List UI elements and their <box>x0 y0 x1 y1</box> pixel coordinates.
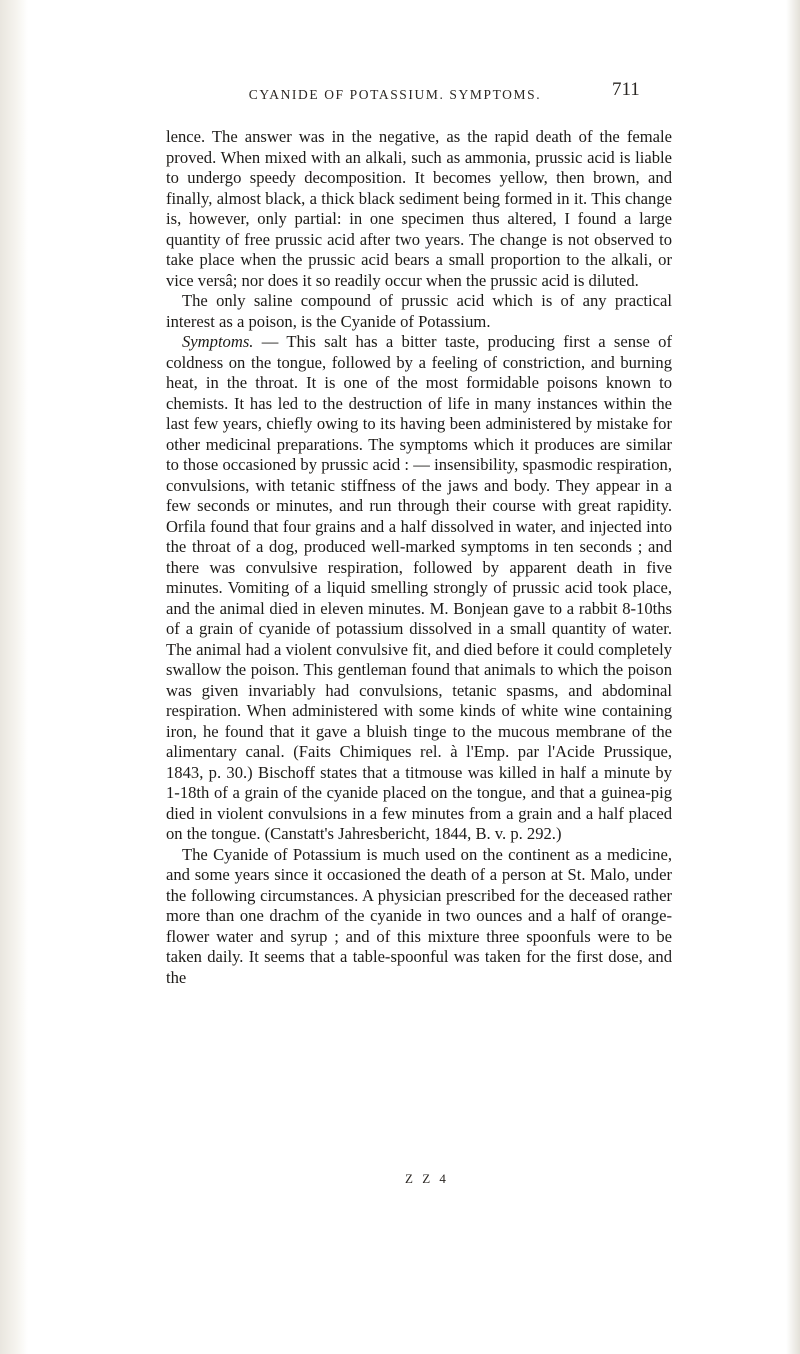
paragraph-medicinal-use: The Cyanide of Potassium is much used on the continent as a medicine, and some years since it occasioned the death of a person at St. Malo, under the following circumstances. A physician prescribed for the deceased rather more than one drachm of the cyanide in two ounces and a half of orange-flower water and syrup ; and of this mixture three spoonfuls were to be taken daily. It seems that a table-spoonful was taken for the first dose, and the <box>166 844 672 987</box>
page-number: 711 <box>612 79 640 100</box>
body-text <box>166 127 672 988</box>
symptoms-heading: Symptoms. <box>182 332 254 351</box>
paragraph-saline-compound: The only saline compound of prussic acid which is of any practical interest as a poison, is the Cyanide of Potassium. <box>166 291 672 331</box>
paragraph-continuation: lence. The answer was in the negative, as the rapid death of the female proved. When mixed with an alkali, such as ammonia, prussic acid is liable to undergo speedy decomposition. It becomes yellow, then brown, and finally, almost black, a thick black sediment being formed in it. This change is, however, only partial: in one specimen thus altered, I found a large quantity of free prussic acid after two years. The change is not observed to take place when the prussic acid bears a small proportion to the alkali, or vice versâ; nor does it so readily occur when the prussic acid is diluted. <box>166 127 672 290</box>
signature-mark: Z Z 4 <box>405 1171 449 1186</box>
paragraph-symptoms <box>166 332 672 845</box>
running-head: CYANIDE OF POTASSIUM. SYMPTOMS. <box>248 87 542 102</box>
symptoms-text: — This salt has a bitter taste, producing first a sense of coldness on the tongue, followed by a feeling of constriction, and burning heat, in the throat. It is one of the most formidable poisons known to chemists. It has led to the destruction of life in many instances within the last few years, chiefly owing to its having been administered by mistake for other medicinal preparations. The symptoms which it produces are similar to those occasioned by prussic acid : — insensibility, spasmodic respiration, convulsions, with tetanic stiffness of the jaws and body. They appear in a few seconds or minutes, and run through their course with great rapidity. Orfila found that four grains and a half dissolved in water, and injected into the throat of a dog, produced well-marked symptoms in ten seconds ; and there was convulsive respiration, followed by apparent death in five minutes. Vomiting of a liquid smelling strongly of prussic acid took place, and the animal died in eleven minutes. M. Bonjean gave to a rabbit 8-10ths of a grain of cyanide of potassium dissolved in a small quantity of water. The animal had a violent convulsive fit, and died before it could completely swallow the poison. This gentleman found that animals to which the poison was given invariably had convulsions, tetanic spasms, and abdominal respiration. When administered with some kinds of white wine containing iron, he found that it gave a bluish tinge to the mucous membrane of the alimentary canal. (Faits Chimiques rel. à l'Emp. par l'Acide Prussique, 1843, p. 30.) Bischoff states that a titmouse was killed in half a minute by 1-18th of a grain of the cyanide placed on the tongue, and that a guinea-pig died in violent convulsions in a few minutes from a grain and a half placed on the tongue. (Canstatt's Jahresbericht, 1844, B. v. p. 292.) <box>166 332 672 843</box>
